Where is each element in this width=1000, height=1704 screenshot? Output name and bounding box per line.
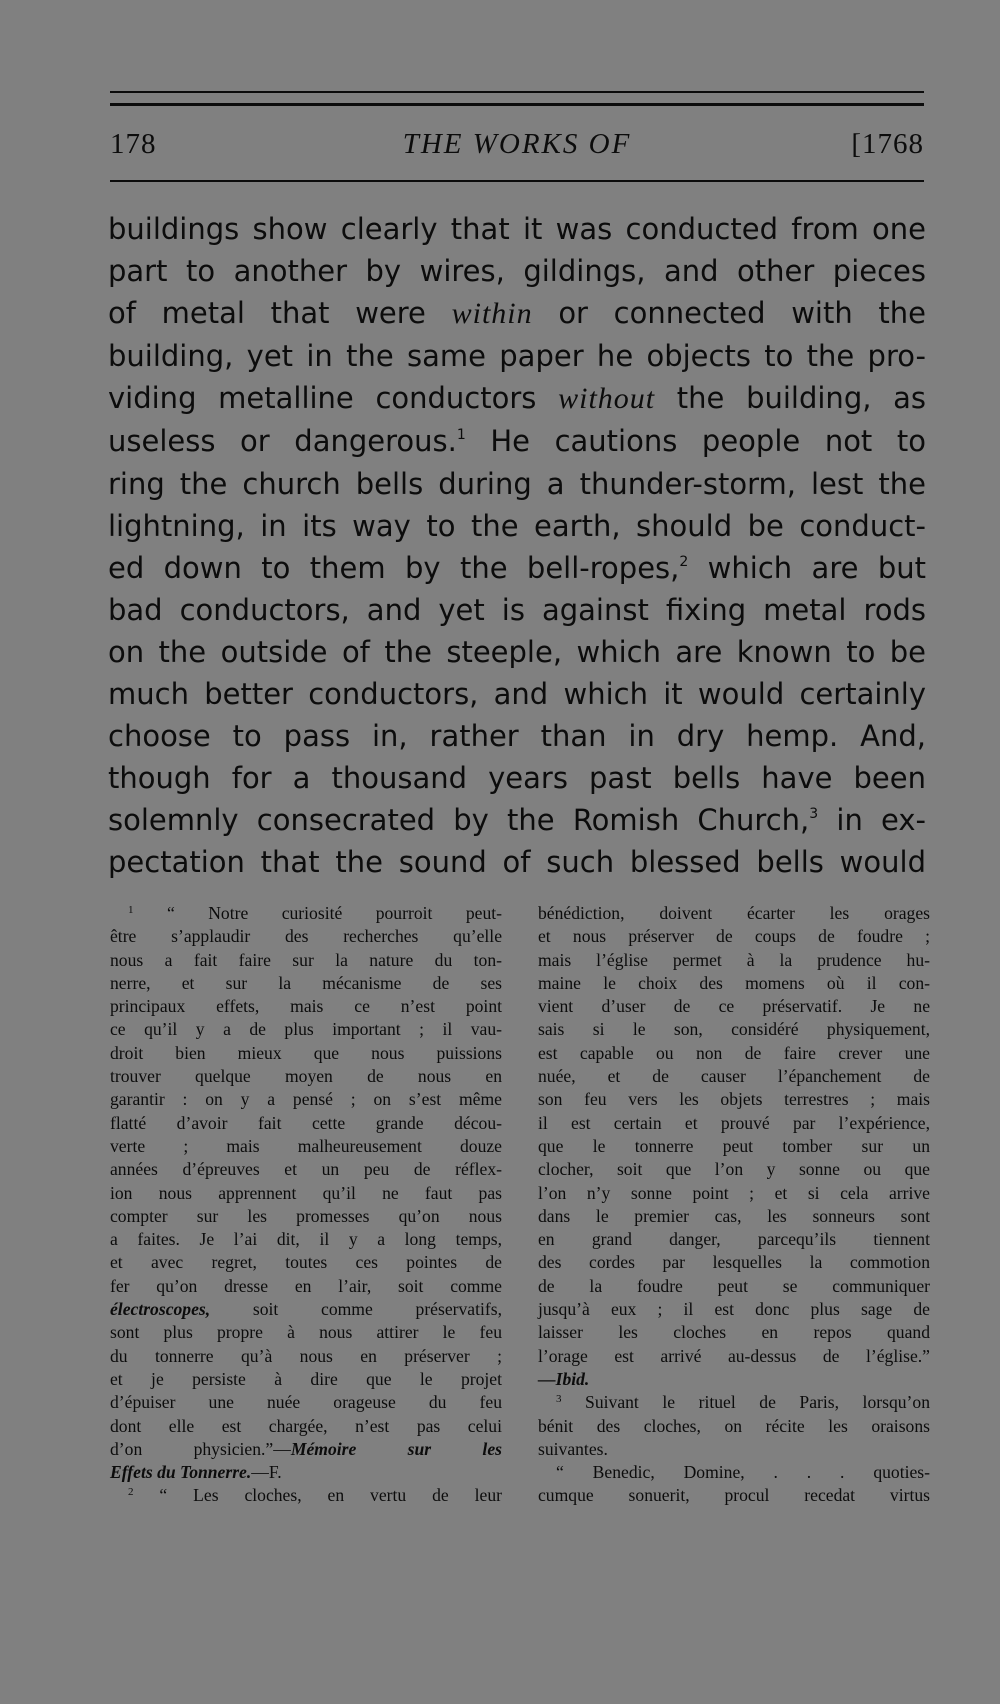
footnote-line: vient d’user de ce préservatif. Je ne <box>538 996 930 1017</box>
footnote-line: droit bien mieux que nous puissions <box>110 1042 502 1063</box>
main-text <box>108 208 926 884</box>
running-head <box>110 128 924 168</box>
footnote-line: $^3$ Suivant le rituel de Paris, lorsqu’on <box>556 1392 930 1413</box>
text-line: buildings show clearly that it was conducted from one <box>108 212 926 246</box>
footnote-line: bénit des cloches, on récite les oraisons <box>538 1415 930 1436</box>
footnote-line: cumque sonuerit, procul recedat virtus <box>538 1485 930 1506</box>
footnote-line: et nous préserver de coups de foudre ; <box>538 926 930 947</box>
footnote-line: l’orage est arrivé au-dessus de l’église.” <box>538 1345 930 1366</box>
footnote-line: mais l’église permet à la prudence hu- <box>538 949 930 970</box>
footnote-line: d’on physicien.”—Mémoire sur les <box>110 1438 502 1459</box>
footnote-line: en grand danger, parcequ’ils tiennent <box>538 1229 930 1250</box>
text-line: though for a thousand years past bells have been <box>108 761 926 796</box>
footnote-line <box>538 1368 930 1391</box>
footnote-line: électroscopes, soit comme préservatifs, <box>110 1299 502 1320</box>
footnote-line: maine le choix des momens où il con- <box>538 972 930 993</box>
footnote-line: $^2$ “ Les cloches, en vertu de leur <box>128 1485 502 1506</box>
footnote-line: que le tonnerre peut tomber sur un <box>538 1135 930 1156</box>
text-line: on the outside of the steeple, which are known to be <box>108 634 926 669</box>
footnote-line: sont plus propre à nous attirer le feu <box>110 1322 502 1343</box>
footnote-line: jusqu’à eux ; il est donc plus sage de <box>538 1299 930 1320</box>
footnote-line: années d’épreuves et un peu de réflex- <box>110 1159 502 1180</box>
page-number: 178 <box>110 128 157 160</box>
footnote-line: l’on n’y sonne point ; et si cela arrive <box>538 1182 930 1203</box>
footnote-line: des cordes par lesquelles la commotion <box>538 1252 930 1273</box>
italic-word: without <box>558 382 656 416</box>
year-bracket: [1768 <box>851 128 924 160</box>
footnote-line: être s’applaudir des recherches qu’elle <box>110 926 502 947</box>
footnote-ref: 1 <box>456 427 466 444</box>
footnote-line: laisser les cloches en repos quand <box>538 1322 930 1343</box>
footnote-line: suivantes. <box>538 1438 608 1459</box>
text-line: useless or dangerous.$^1$ He cautions people not to <box>108 424 927 459</box>
source-citation: —Ibid. <box>538 1368 590 1389</box>
top-rule <box>110 91 924 93</box>
header-rule <box>110 180 924 182</box>
footnote-line: $^1$ “ Notre curiosité pourroit peut- <box>128 903 502 923</box>
footnote-number: 2 <box>128 1486 134 1499</box>
text-line: part to another by wires, gildings, and other pieces <box>108 254 926 289</box>
footnote-line: a faites. Je l’ai dit, il y a long temps, <box>110 1229 502 1250</box>
text-line: solemnly consecrated by the Romish Church,$^3$ in ex- <box>108 803 926 838</box>
footnote-line: garantir : on y a pensé ; on s’est même <box>110 1089 502 1110</box>
footnote-line: ce qu’il y a de plus important ; il vau- <box>110 1019 502 1040</box>
top-rule-thick <box>110 103 924 106</box>
source-citation: Effets du Tonnerre. <box>110 1462 252 1483</box>
text-line: ring the church bells during a thunder-storm, lest the <box>108 466 926 501</box>
footnote-line: d’épuiser une nuée orageuse du feu <box>110 1392 502 1413</box>
footnote-line: et je persiste à dire que le projet <box>110 1368 502 1389</box>
footnote-line: clocher, soit que l’on y sonne ou que <box>538 1159 930 1180</box>
footnote-line: fer qu’on dresse en l’air, soit comme <box>110 1275 502 1296</box>
footnote-line: trouver quelque moyen de nous en <box>110 1066 502 1087</box>
footnote-line: de la foudre peut se communiquer <box>538 1275 930 1296</box>
footnotes-left-column <box>110 902 502 1508</box>
text-line: building, yet in the same paper he objects to the pro- <box>108 339 926 374</box>
footnote-line: dont elle est chargée, n’est pas celui <box>110 1415 502 1436</box>
footnote-line: nerre, et sur la mécanisme de ses <box>110 972 502 993</box>
footnote-line: ion nous apprennent qu’il ne faut pas <box>110 1182 502 1203</box>
footnote-ref: 2 <box>679 553 689 570</box>
footnote-line: bénédiction, doivent écarter les orages <box>538 903 930 923</box>
text-line: of metal that were within or connected with the <box>108 296 927 331</box>
italic-word: within <box>451 297 533 331</box>
text-line: viding metalline conductors without the building, as <box>108 381 927 416</box>
footnote-line: principaux effets, mais ce n’est point <box>110 996 502 1017</box>
footnote-line: Effets du Tonnerre.—F. <box>110 1462 282 1483</box>
text-line: lightning, in its way to the earth, should be conduct- <box>108 508 926 543</box>
text-line: pectation that the sound of such blessed bells would <box>108 845 926 880</box>
text-line: ed down to them by the bell-ropes,$^2$ which are but <box>108 550 926 585</box>
footnote-line: du tonnerre qu’à nous en préserver ; <box>110 1345 502 1366</box>
footnote-number: 3 <box>556 1393 562 1406</box>
text-line: bad conductors, and yet is against fixing metal rods <box>108 592 926 627</box>
footnote-line: compter sur les promesses qu’on nous <box>110 1205 502 1226</box>
footnote-line: est capable ou non de faire crever une <box>538 1042 930 1063</box>
footnote-ref: 3 <box>809 806 819 823</box>
footnote-line: et avec regret, toutes ces pointes de <box>110 1252 502 1273</box>
text-line: choose to pass in, rather than in dry hemp. And, <box>108 719 926 754</box>
footnote-line: sais si le son, considéré physiquement, <box>538 1019 930 1040</box>
text-line: much better conductors, and which it would certainly <box>108 677 926 712</box>
footnote-line: “ Benedic, Domine, . . . quoties- <box>556 1462 930 1483</box>
running-title: THE WORKS OF <box>402 128 632 160</box>
footnote-line: nous a fait faire sur la nature du ton- <box>110 949 502 970</box>
footnotes-right-column <box>538 902 930 1508</box>
footnote-line: son feu vers les objets terrestres ; mais <box>538 1089 930 1110</box>
italic-word: électroscopes, <box>110 1299 211 1320</box>
footnote-line: nuée, et de causer l’épanchement de <box>538 1066 930 1087</box>
footnote-line: verte ; mais malheureusement douze <box>110 1135 502 1156</box>
footnote-line: dans le premier cas, les sonneurs sont <box>538 1205 930 1226</box>
footnote-line: il est certain et prouvé par l’expérience, <box>538 1112 930 1133</box>
footnotes <box>110 902 930 1522</box>
footnote-line: flatté d’avoir fait cette grande décou- <box>110 1112 502 1133</box>
footnote-number: 1 <box>128 904 134 916</box>
source-citation: Mémoire sur les <box>290 1438 502 1459</box>
